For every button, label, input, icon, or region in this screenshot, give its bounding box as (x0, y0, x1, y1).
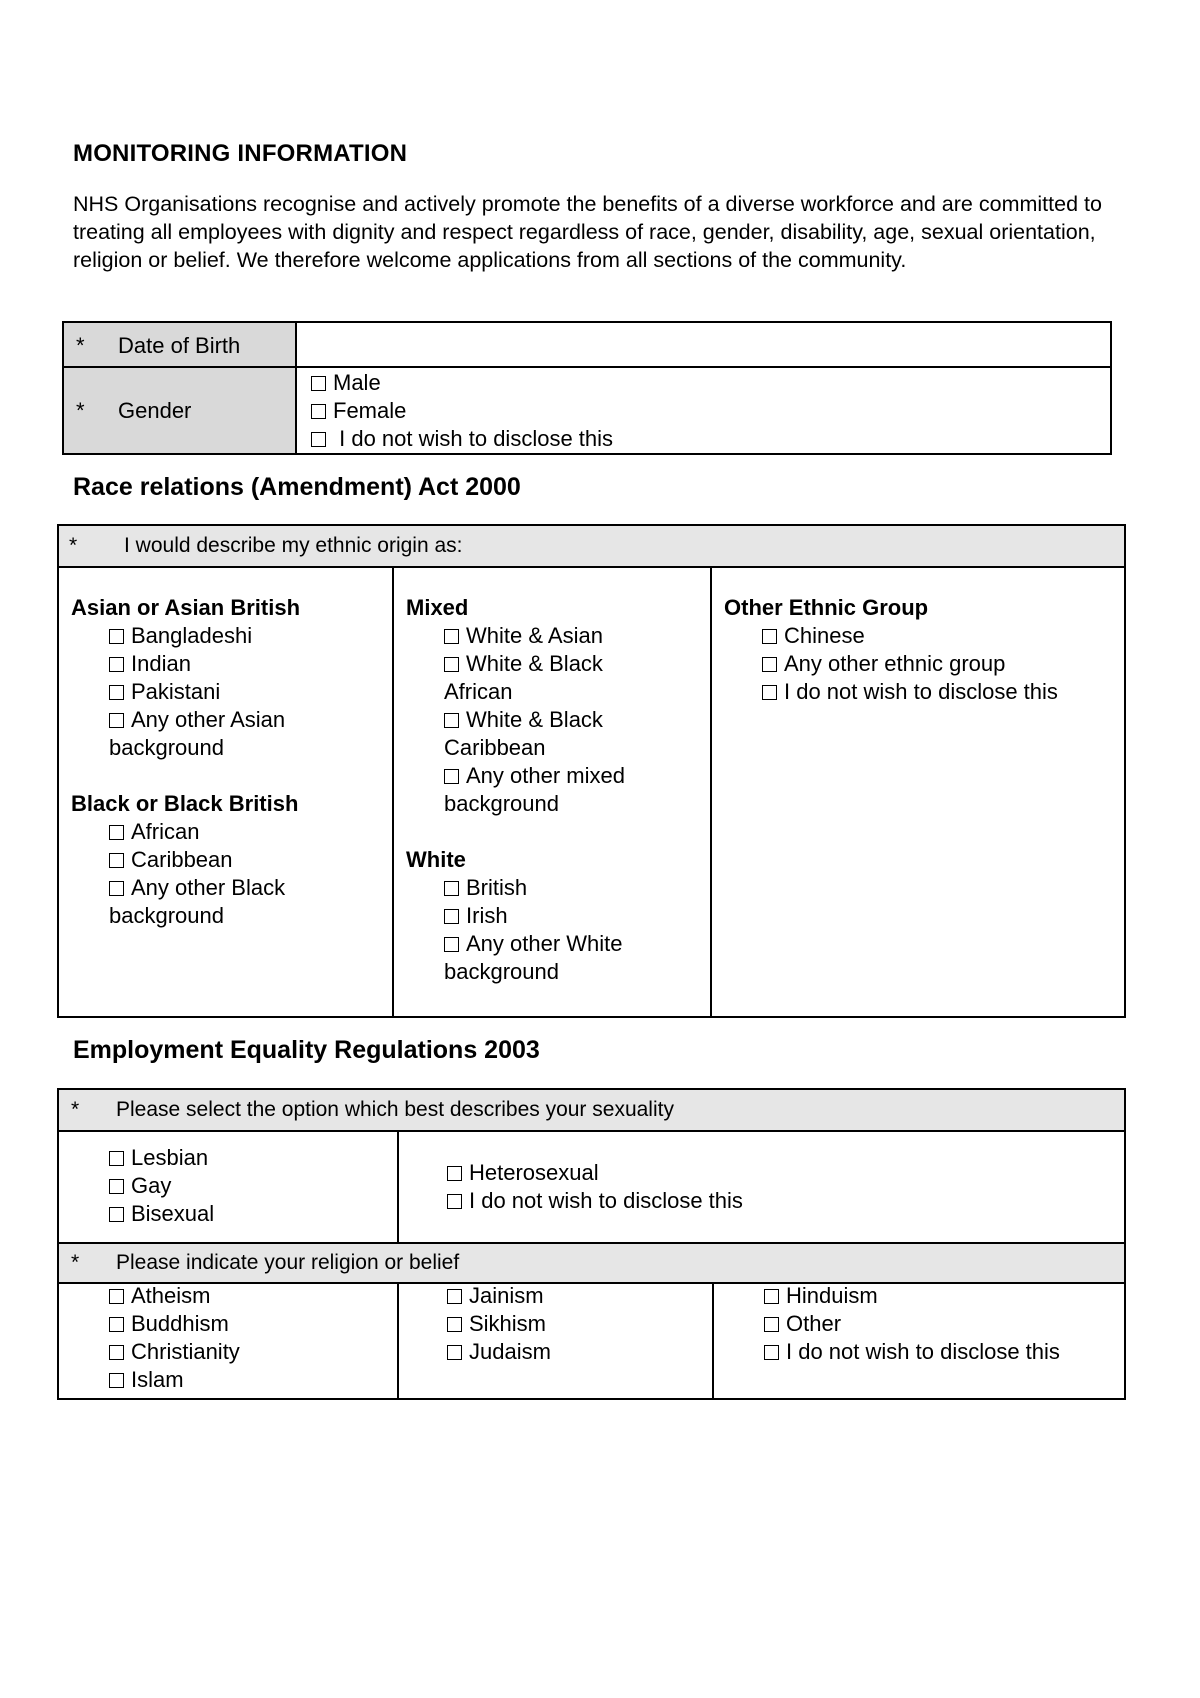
ethnic-column-3 (712, 568, 1124, 1016)
required-marker: * (69, 534, 78, 557)
sexuality-option[interactable]: Heterosexual (447, 1159, 743, 1187)
checkbox[interactable] (447, 1317, 462, 1332)
checkbox[interactable] (447, 1345, 462, 1360)
checkbox[interactable] (109, 825, 124, 840)
ethnic-option[interactable]: White & Asian (406, 622, 710, 650)
ethnic-option[interactable]: Any other mixed background (444, 763, 625, 816)
religion-column-2 (399, 1282, 712, 1366)
religion-option[interactable]: Judaism (447, 1338, 712, 1366)
religion-option[interactable]: Christianity (109, 1338, 397, 1366)
checkbox[interactable] (109, 881, 124, 896)
checkbox[interactable] (109, 1207, 124, 1222)
ethnic-option[interactable]: Any other Black background (109, 875, 286, 928)
gender-label: Gender (118, 398, 192, 423)
religion-question: Please indicate your religion or belief (116, 1251, 460, 1274)
checkbox[interactable] (109, 1373, 124, 1388)
ethnic-option[interactable]: Any other ethnic group (724, 650, 1124, 678)
group-title-asian: Asian or Asian British (71, 595, 301, 620)
checkbox[interactable] (447, 1289, 462, 1304)
checkbox[interactable] (444, 713, 459, 728)
ethnic-option[interactable]: British (406, 874, 710, 902)
religion-option[interactable]: Other (764, 1310, 1060, 1338)
ethnic-option[interactable]: White & Black Caribbean (444, 707, 603, 760)
gender-option-no-disclose[interactable]: I do not wish to disclose this (311, 425, 1110, 453)
ethnic-option[interactable]: I do not wish to disclose this (724, 678, 1124, 706)
checkbox[interactable] (764, 1289, 779, 1304)
required-marker: * (71, 1098, 80, 1121)
ethnic-option[interactable]: Caribbean (71, 846, 392, 874)
ethnic-option[interactable]: Pakistani (71, 678, 392, 706)
religion-option[interactable]: Atheism (109, 1282, 397, 1310)
checkbox[interactable] (762, 685, 777, 700)
group-title-other: Other Ethnic Group (724, 595, 929, 620)
gender-option-male[interactable]: Male (311, 369, 1110, 397)
religion-column-1 (59, 1282, 397, 1394)
checkbox[interactable] (444, 937, 459, 952)
dob-label-cell (63, 322, 296, 367)
checkbox[interactable] (109, 1179, 124, 1194)
personal-details-table (62, 321, 1112, 455)
ethnic-option[interactable]: White & Black African (444, 651, 603, 704)
sexuality-option[interactable]: I do not wish to disclose this (447, 1187, 743, 1215)
ethnic-origin-question: I would describe my ethnic origin as: (124, 534, 463, 557)
checkbox[interactable] (311, 432, 326, 447)
checkbox[interactable] (109, 657, 124, 672)
checkbox[interactable] (109, 685, 124, 700)
sexuality-option[interactable]: Gay (109, 1172, 397, 1200)
group-title-white: White (406, 847, 466, 872)
ethnic-option[interactable]: Irish (406, 902, 710, 930)
checkbox[interactable] (764, 1345, 779, 1360)
ethnic-option[interactable]: Any other White background (444, 931, 623, 984)
checkbox[interactable] (764, 1317, 779, 1332)
religion-option[interactable]: Jainism (447, 1282, 712, 1310)
sexuality-left-cell (59, 1144, 397, 1228)
race-relations-heading: Race relations (Amendment) Act 2000 (73, 473, 521, 501)
required-marker: * (76, 398, 85, 423)
sexuality-option[interactable]: Bisexual (109, 1200, 397, 1228)
checkbox[interactable] (109, 1345, 124, 1360)
checkbox[interactable] (447, 1166, 462, 1181)
ethnic-option[interactable]: Bangladeshi (71, 622, 392, 650)
checkbox[interactable] (762, 629, 777, 644)
ethnic-origin-table (57, 524, 1126, 1018)
religion-option[interactable]: I do not wish to disclose this (764, 1338, 1060, 1366)
checkbox[interactable] (109, 1317, 124, 1332)
ethnic-option[interactable]: African (71, 818, 392, 846)
sexuality-right-cell (399, 1159, 743, 1215)
intro-paragraph: NHS Organisations recognise and actively promote the benefits of a diverse workforce and are committed to treating all employees with dignity and respect regardless of race, gender, disability, age, sexual orientation, religion or belief. We therefore welcome applications from all sections of the community. (73, 192, 1102, 272)
checkbox[interactable] (447, 1194, 462, 1209)
religion-column-3 (714, 1282, 1060, 1366)
checkbox[interactable] (311, 376, 326, 391)
checkbox[interactable] (109, 713, 124, 728)
sexuality-option[interactable]: Lesbian (109, 1144, 397, 1172)
checkbox[interactable] (109, 1151, 124, 1166)
checkbox[interactable] (762, 657, 777, 672)
sexuality-question: Please select the option which best describes your sexuality (116, 1098, 674, 1121)
religion-question-row (59, 1242, 1124, 1284)
sexuality-religion-table (57, 1088, 1126, 1400)
checkbox[interactable] (444, 629, 459, 644)
checkbox[interactable] (444, 769, 459, 784)
ethnic-option[interactable]: Chinese (724, 622, 1124, 650)
checkbox[interactable] (444, 657, 459, 672)
required-marker: * (76, 333, 85, 358)
required-marker: * (71, 1251, 80, 1274)
gender-option-female[interactable]: Female (311, 397, 1110, 425)
ethnic-column-2 (394, 568, 712, 1016)
ethnic-option[interactable]: Any other Asian background (109, 707, 286, 760)
group-title-black: Black or Black British (71, 791, 299, 816)
checkbox[interactable] (109, 853, 124, 868)
group-title-mixed: Mixed (406, 595, 469, 620)
ethnic-column-1 (59, 568, 394, 1016)
religion-option[interactable]: Islam (109, 1366, 397, 1394)
checkbox[interactable] (444, 909, 459, 924)
sexuality-question-row (59, 1090, 1124, 1132)
ethnic-origin-question-row (59, 526, 1124, 568)
gender-label-cell (63, 367, 296, 454)
gender-options-cell (296, 367, 1111, 454)
checkbox[interactable] (311, 404, 326, 419)
checkbox[interactable] (109, 1289, 124, 1304)
religion-option[interactable]: Hinduism (764, 1282, 1060, 1310)
religion-option[interactable]: Buddhism (109, 1310, 397, 1338)
employment-equality-heading: Employment Equality Regulations 2003 (73, 1036, 540, 1064)
page-title: MONITORING INFORMATION (73, 140, 408, 167)
religion-option[interactable]: Sikhism (447, 1310, 712, 1338)
checkbox[interactable] (444, 881, 459, 896)
checkbox[interactable] (109, 629, 124, 644)
ethnic-option[interactable]: Indian (71, 650, 392, 678)
dob-field[interactable] (296, 322, 1111, 367)
dob-label: Date of Birth (118, 333, 241, 358)
